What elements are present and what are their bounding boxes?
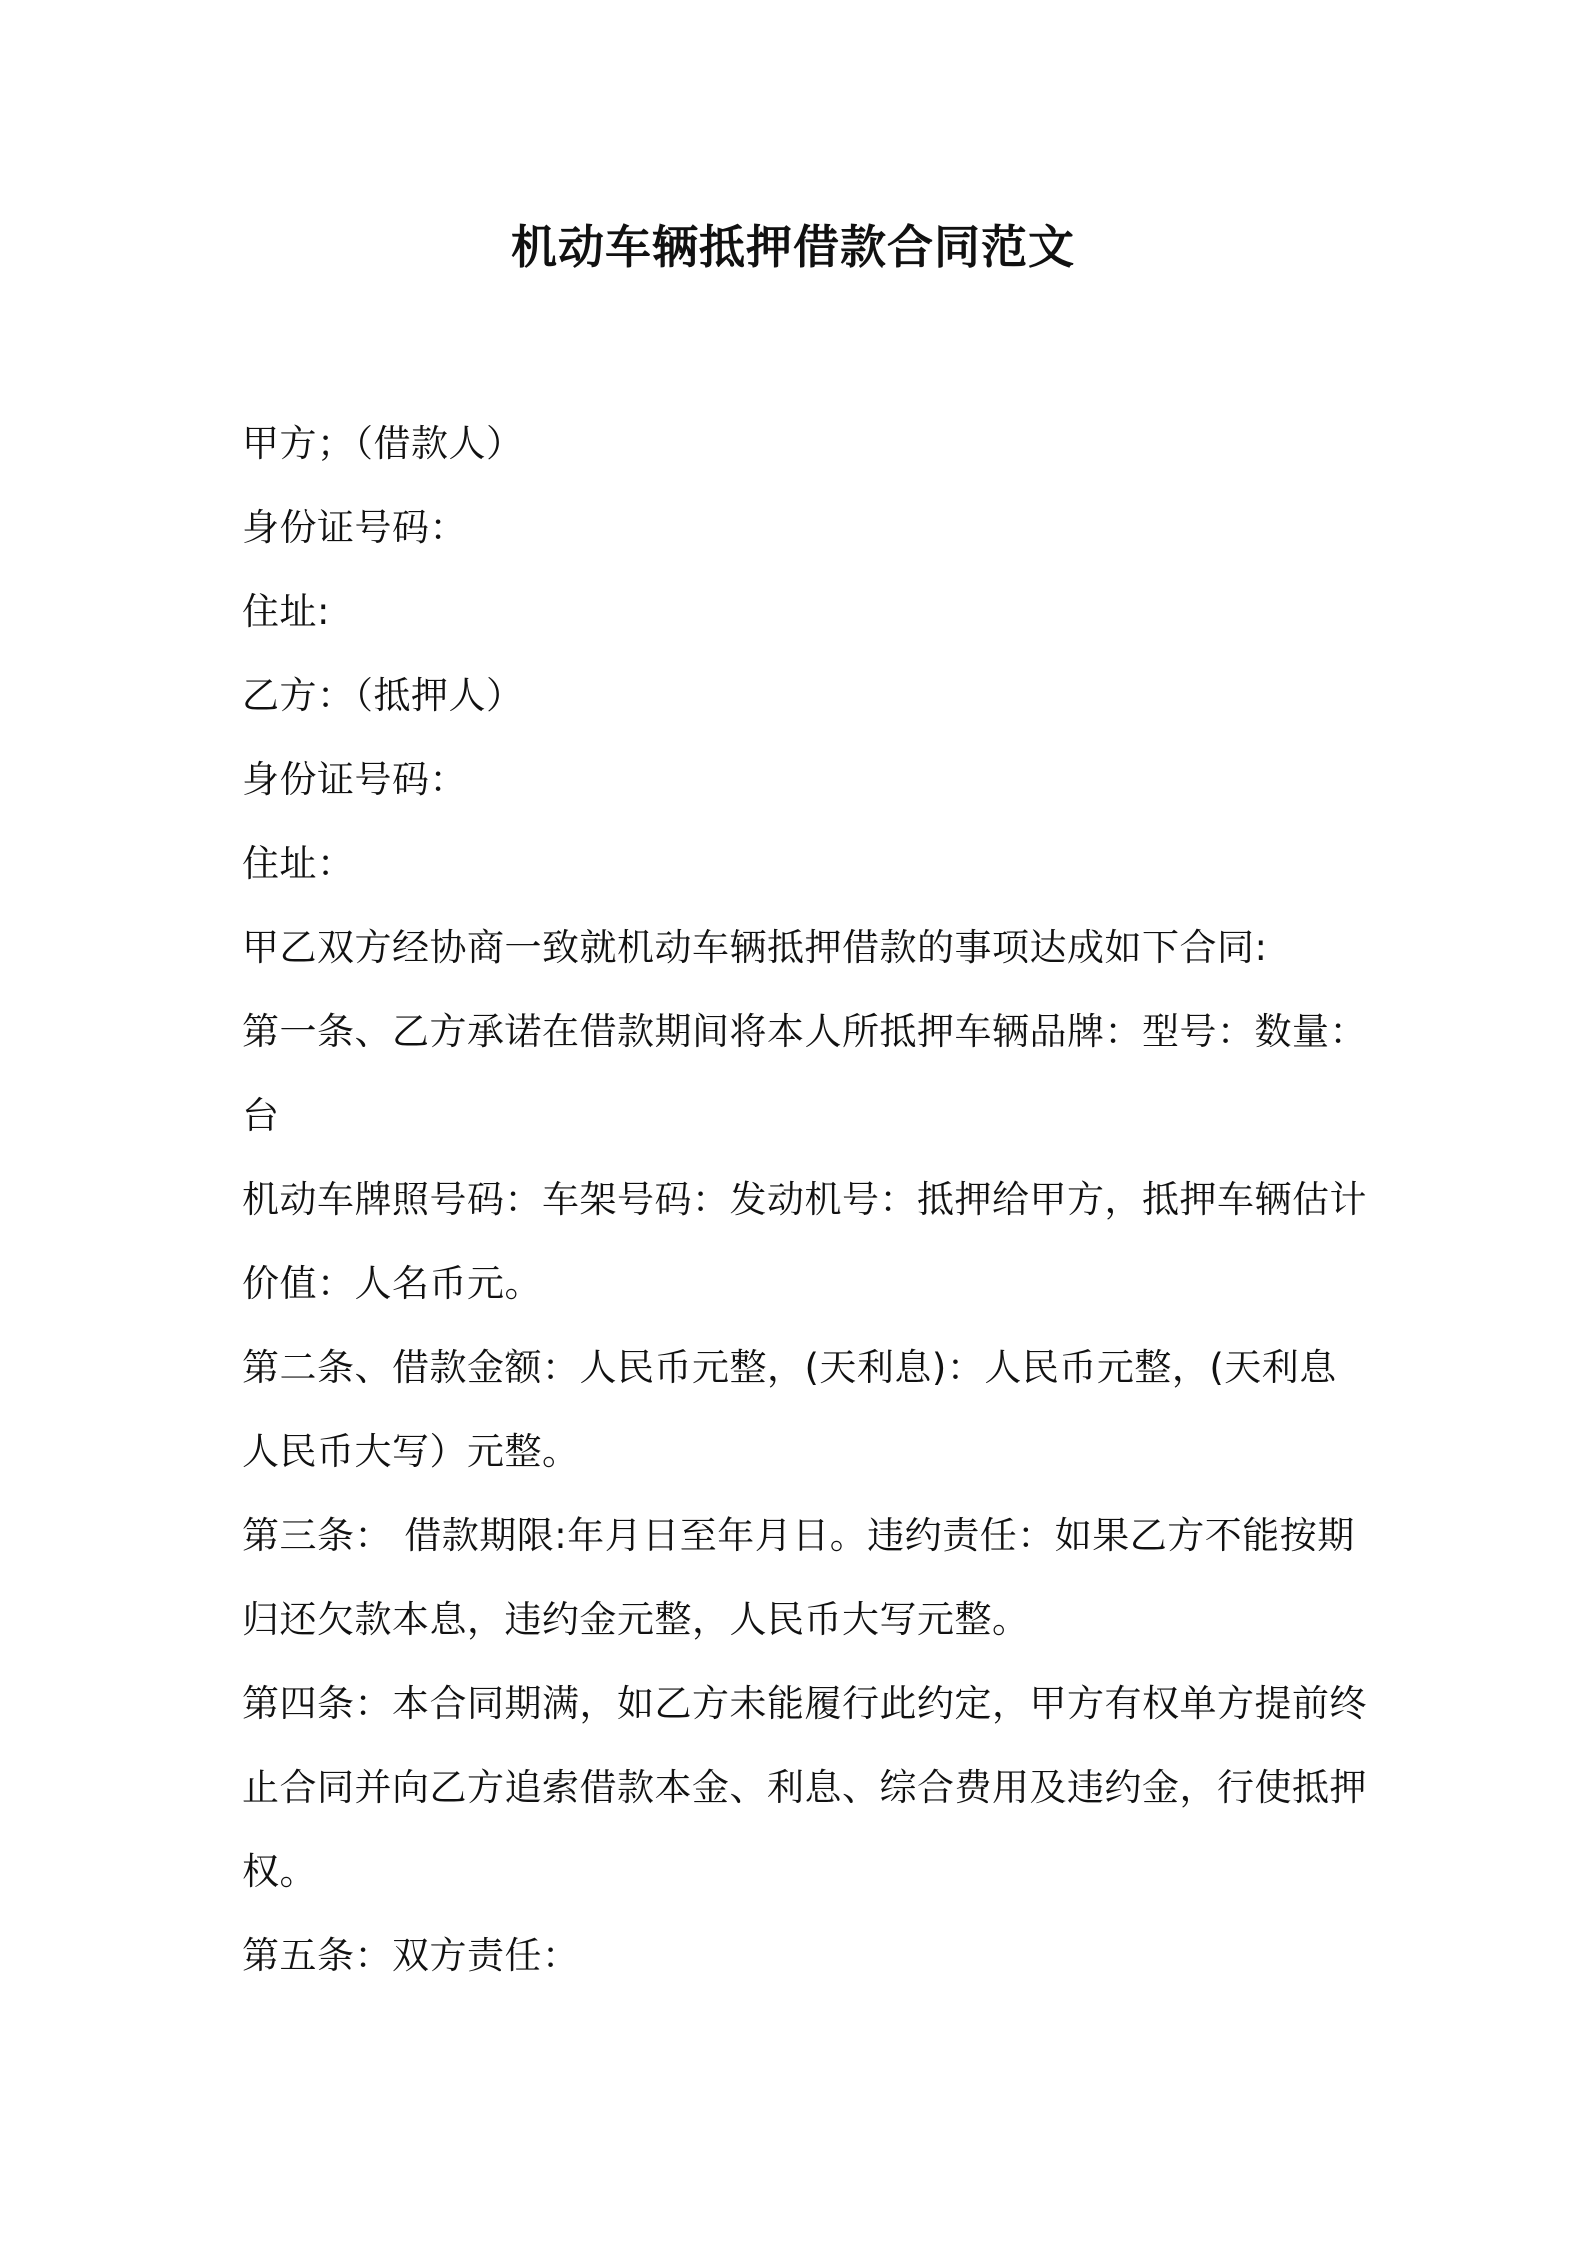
article-4-line-2: 止合同并向乙方追索借款本金、利息、综合费用及违约金，行使抵押	[242, 1766, 1367, 1809]
party-a-line: 甲方；（借款人）	[242, 422, 524, 465]
article-3-line-2: 归还欠款本息，违约金元整，人民币大写元整。	[242, 1598, 1030, 1641]
article-2-line-1: 第二条、借款金额：人民币元整，(天利息)：人民币元整，(天利息	[242, 1346, 1337, 1389]
party-a-address-line: 住址:	[242, 590, 330, 633]
article-3-line-1: 第三条： 借款期限:年月日至年月日。违约责任：如果乙方不能按期	[242, 1514, 1355, 1557]
article-2-line-2: 人民币大写）元整。	[242, 1430, 580, 1473]
article-1-line-1: 第一条、乙方承诺在借款期间将本人所抵押车辆品牌：型号：数量：	[242, 1010, 1367, 1053]
document-body	[242, 402, 1367, 1998]
article-4-line-1: 第四条：本合同期满，如乙方未能履行此约定，甲方有权单方提前终	[242, 1682, 1367, 1725]
document-title: 机动车辆抵押借款合同范文	[511, 220, 1075, 274]
agreement-intro-line: 甲乙双方经协商一致就机动车辆抵押借款的事项达成如下合同:	[242, 926, 1268, 969]
party-a-id-line: 身份证号码：	[242, 506, 467, 549]
party-b-address-line: 住址：	[242, 842, 355, 885]
party-b-id-line: 身份证号码：	[242, 758, 467, 801]
article-1-line-3: 机动车牌照号码：车架号码：发动机号：抵押给甲方，抵押车辆估计	[242, 1178, 1367, 1221]
article-1-line-2: 台	[242, 1094, 280, 1137]
party-b-line: 乙方：（抵押人）	[242, 674, 524, 717]
article-4-line-3: 权。	[242, 1850, 317, 1893]
article-5-line-1: 第五条：双方责任：	[242, 1934, 580, 1977]
article-1-line-4: 价值：人名币元。	[242, 1262, 542, 1305]
